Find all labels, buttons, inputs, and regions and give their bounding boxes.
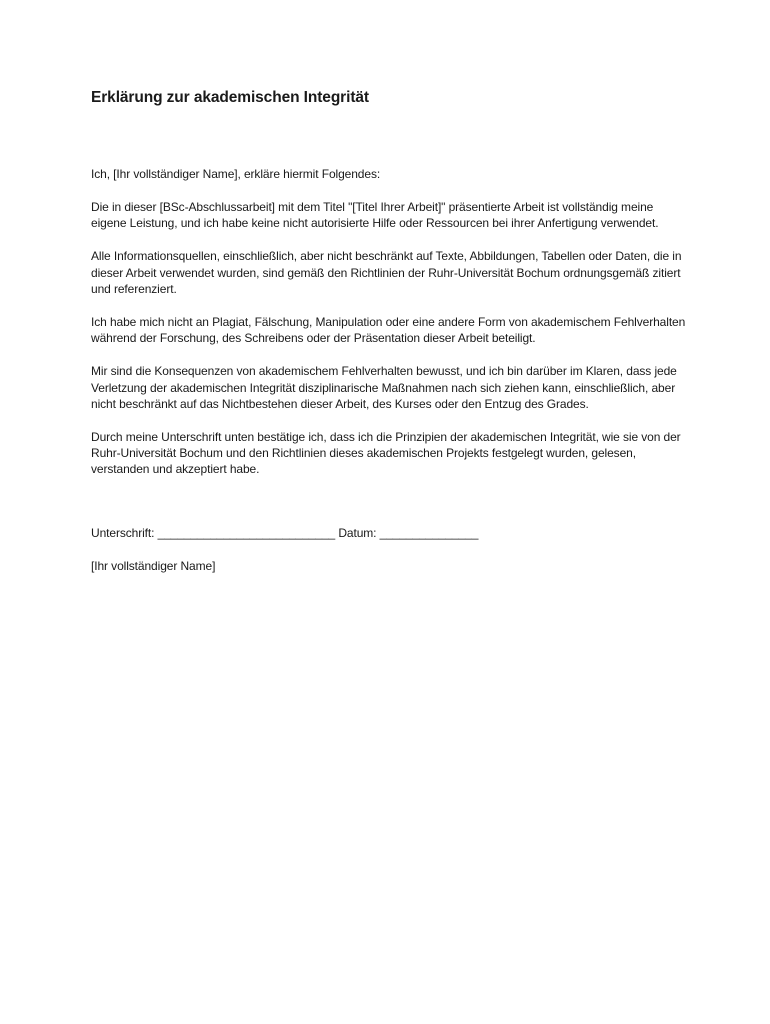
- paragraph-own-work: Die in dieser [BSc-Abschlussarbeit] mit dem Titel "[Titel Ihrer Arbeit]" präsentierte Arbeit ist vollständig meine eigene Leistung, und ich habe keine nicht autorisierte Hilfe oder Ressourcen bei ihrer Anfertigung verwendet.: [91, 200, 659, 231]
- document-title: Erklärung zur akademischen Integrität: [91, 89, 369, 106]
- intro-line: Ich, [Ihr vollständiger Name], erkläre hiermit Folgendes:: [91, 167, 381, 181]
- document-content: [91, 88, 691, 574]
- signature-date-line: Unterschrift: ___________________________ Datum: _______________: [91, 525, 479, 540]
- paragraph-consequences: Mir sind die Konsequenzen von akademischem Fehlverhalten bewusst, und ich bin darüber im Klaren, dass jede Verletzung der akademischen Integrität disziplinarische Maßnahmen nach sich ziehen kann, einschließlich, aber nicht beschränkt auf das Nichtbestehen dieser Arbeit, des Kurses oder den Entzug des Grades.: [91, 364, 677, 411]
- paragraph-no-misconduct: Ich habe mich nicht an Plagiat, Fälschung, Manipulation oder eine andere Form von akademischem Fehlverhalten während der Forschung, des Schreibens oder der Präsentation dieser Arbeit beteiligt.: [91, 315, 686, 346]
- paragraph-confirmation: Durch meine Unterschrift unten bestätige ich, dass ich die Prinzipien der akademischen Integrität, wie sie von der Ruhr-Universität Bochum und den Richtlinien dieses akademischen Projekts festgelegt wurden, gelesen, verstanden und akzeptiert habe.: [91, 430, 681, 477]
- paragraph-sources: Alle Informationsquellen, einschließlich, aber nicht beschränkt auf Texte, Abbildungen, Tabellen oder Daten, die in dieser Arbeit verwendet wurden, sind gemäß den Richtlinien der Ruhr-Universität Bochum ordnungsgemäß zitiert und referenziert.: [91, 249, 682, 296]
- printed-name-line: [Ihr vollständiger Name]: [91, 558, 216, 573]
